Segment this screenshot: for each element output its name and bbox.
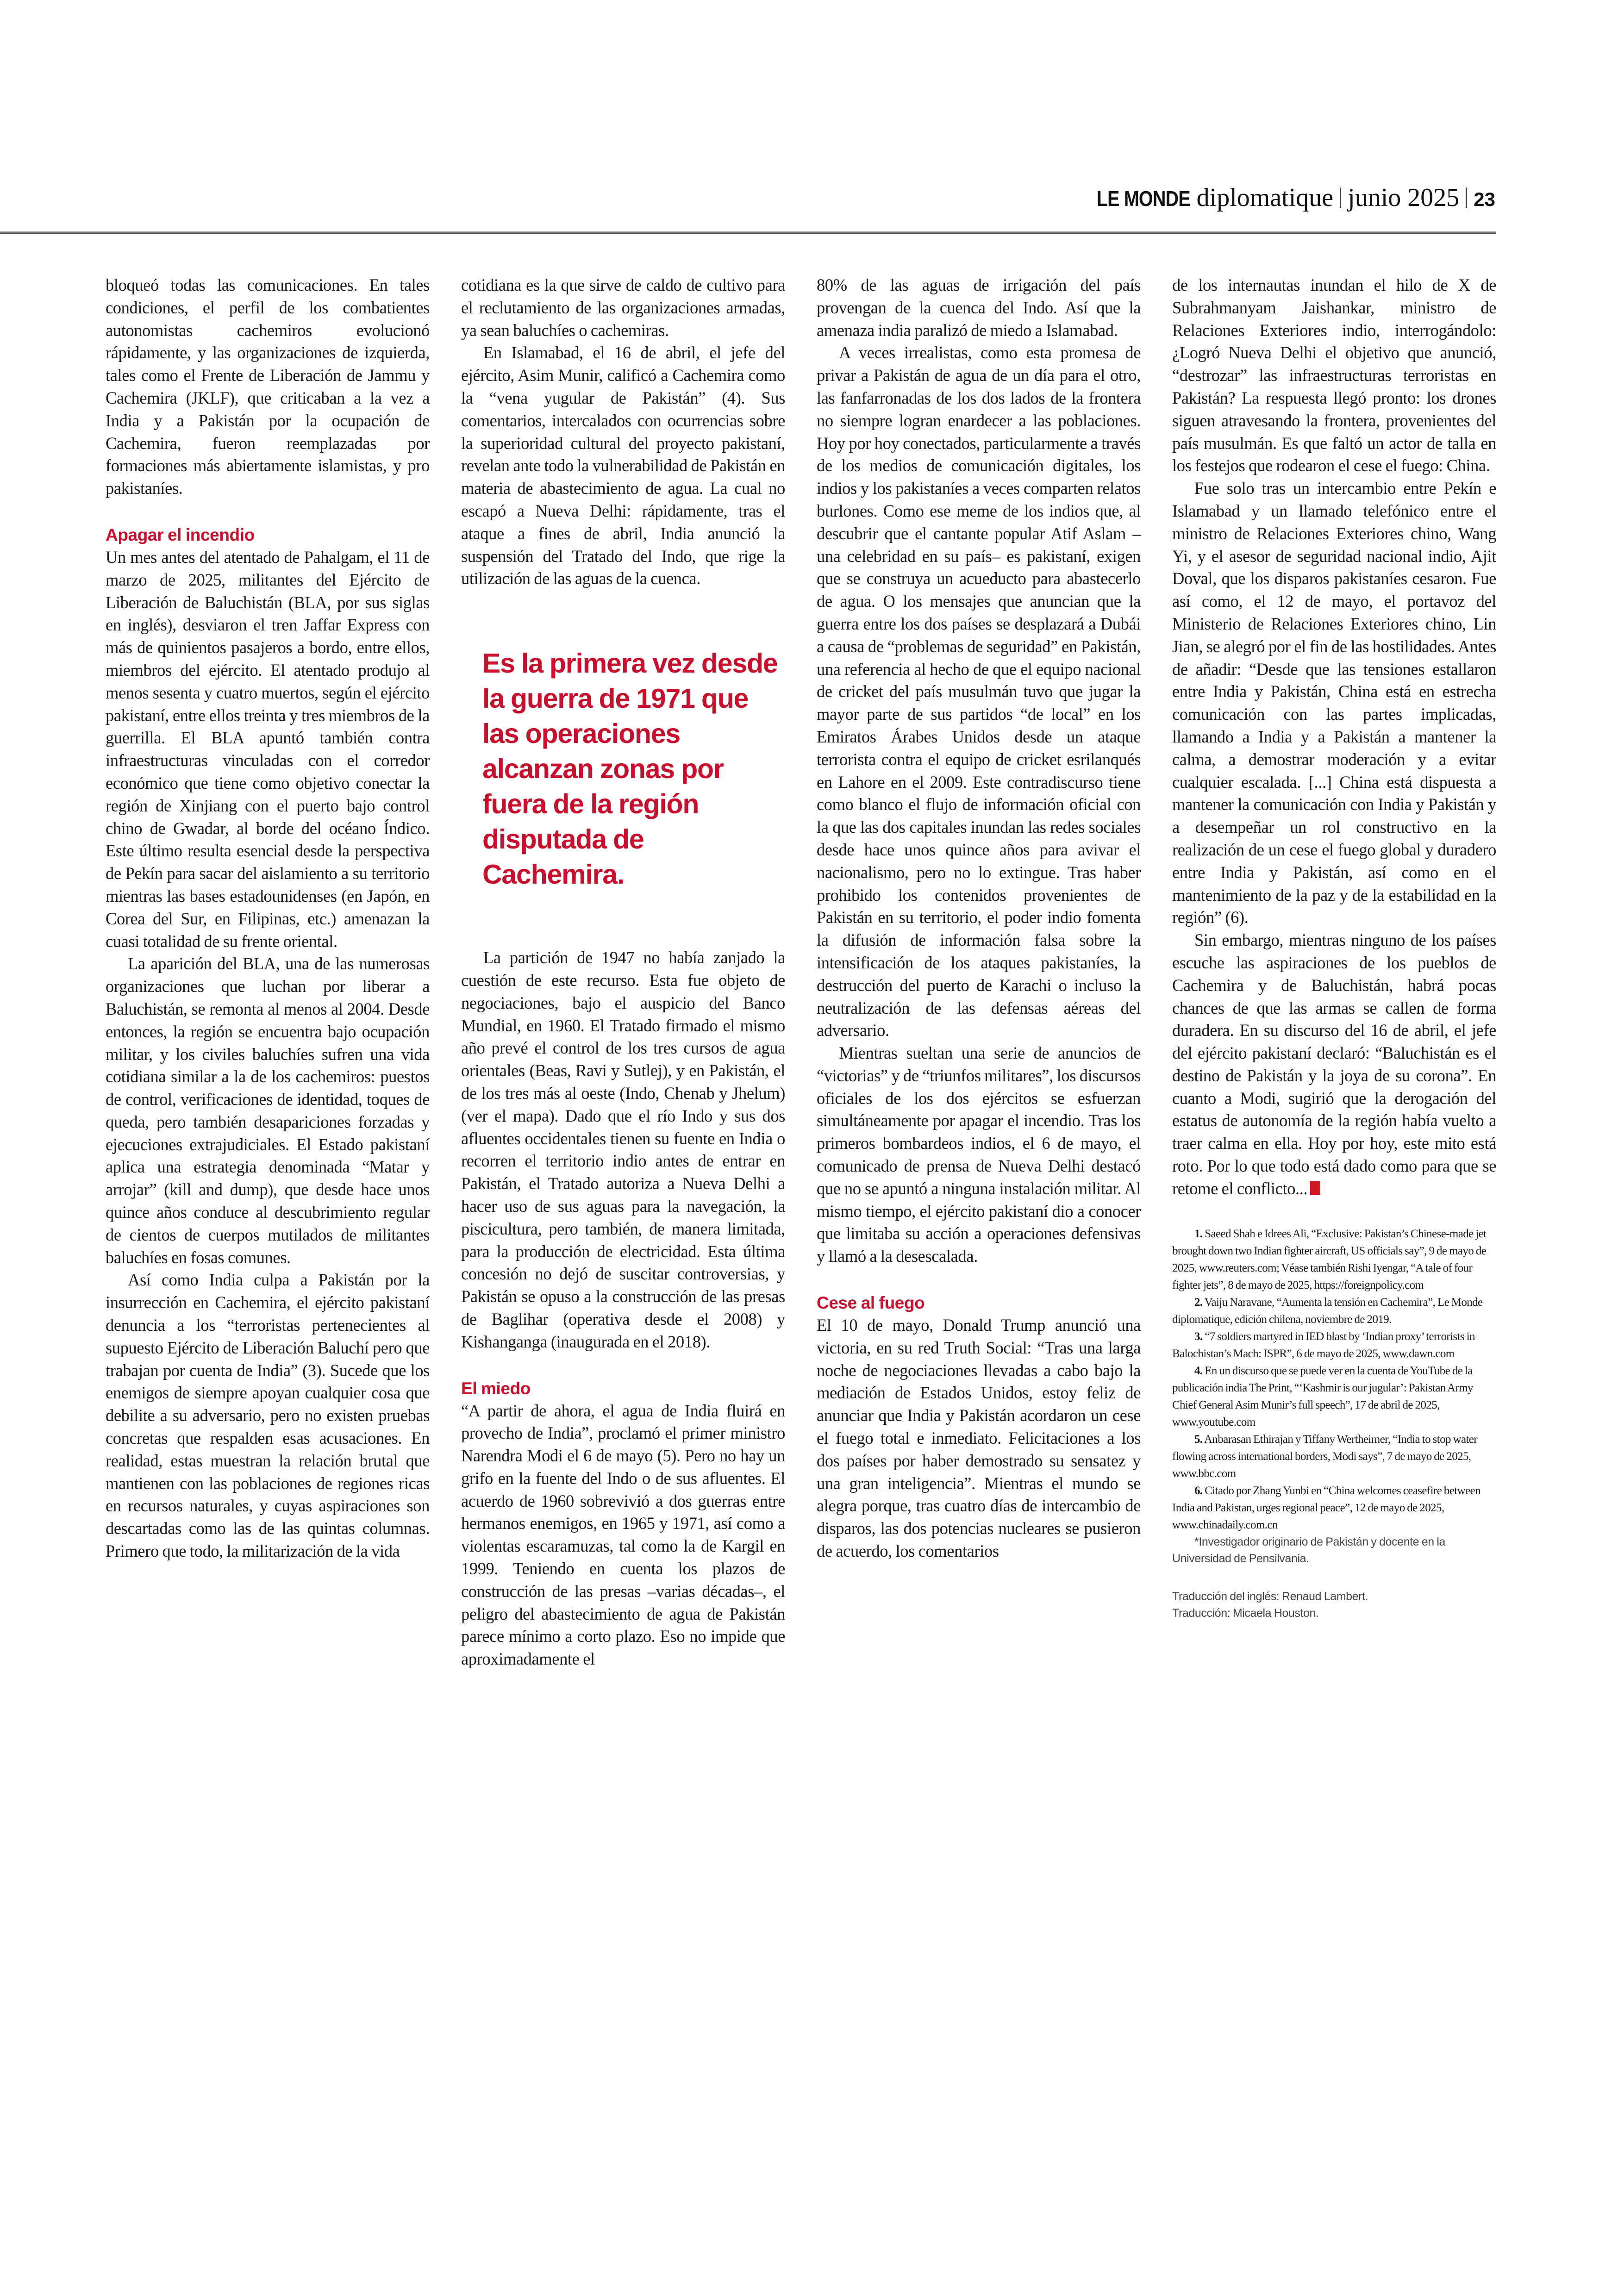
author-bio: *Investigador originario de Pakistán y docente en la Universidad de Pensilvania. <box>1172 1535 1446 1565</box>
footnote <box>1172 1362 1496 1431</box>
paragraph: de los internautas inundan el hilo de X de Subrahmanyam Jaishankar, ministro de Relaciones Exteriores indio, interrogándolo: ¿Logró Nueva Delhi el objetivo que anunció, “destrozar” las infraestructuras terroristas en Pakistán? La respuesta llegó pronto: los drones siguen atravesando la frontera, provenientes del país musulmán. Es que faltó un actor de talla en los festejos que rodearon el cese el fuego: China. <box>1172 275 1496 475</box>
footnote-number: 3. <box>1194 1330 1203 1343</box>
footnote-number: 4. <box>1194 1364 1203 1377</box>
masthead-publication: diplomatique <box>1196 183 1334 212</box>
column-3 <box>817 274 1141 2218</box>
translation-credits <box>1172 1588 1496 1621</box>
paragraph: Así como India culpa a Pakistán por la insurrección en Cachemira, el ejército pakistaní denuncia a los “terroristas pertenecientes al supuesto Ejército de Liberación Baluchí pero que trabajan por cuenta de India” (3). Sucede que los enemigos de siempre apoyan cualquier cosa que debilite a su adversario, pero no existen pruebas concretas que respalden esas acusaciones. En realidad, estas muestran la relación brutal que mantienen con las poblaciones de regiones ricas en recursos naturales, y cuyas aspiraciones son descartadas como las de las quintas columnas. Primero que todo, la militarización de la vida <box>106 1270 430 1561</box>
footnote <box>1172 1225 1496 1294</box>
masthead-separator <box>1466 187 1467 208</box>
paragraph: “A partir de ahora, el agua de India fluirá en provecho de India”, proclamó el primer ministro Narendra Modi el 6 de mayo (5). Pero no hay un grifo en la fuente del Indo o de sus afluentes. El acuerdo de 1960 sobrevivió a dos guerras entre hermanos enemigos, en 1965 y 1971, así como a violentas escaramuzas, tal como la de Kargil en 1999. Teniendo en cuenta los plazos de construcción de las presas –varias décadas–, el peligro del abastecimiento de agua de Pakistán parece mínimo a corto plazo. Eso no impide que aproximadamente el <box>461 1401 785 1669</box>
footnote-text: Vaiju Naravane, “Aumenta la tensión en Cachemira”, Le Monde diplomatique, edición chilena, noviembre de 2019. <box>1172 1296 1483 1326</box>
footnote-text: Anbarasan Ethirajan y Tiffany Wertheimer, “India to stop water flowing across international borders, Modi says”, 7 de mayo de 2025, www.bbc.com <box>1172 1433 1478 1480</box>
paragraph: Fue solo tras un intercambio entre Pekín e Islamabad y un llamado telefónico entre el ministro de Relaciones Exteriores chino, Wang Yi, y el asesor de seguridad nacional indio, Ajit Doval, que los disparos pakistaníes cesaron. Fue así como, el 12 de mayo, el portavoz del Ministerio de Relaciones Exteriores chino, Lin Jian, se alegró por el fin de las hostilidades. Antes de añadir: “Desde que las tensiones estallaron entre India y Pakistán, China está en estrecha comunicación con las partes implicadas, llamando a India y a Pakistán a mantener la calma, a demostrar moderación y a evitar cualquier escalada. [...] China está dispuesta a mantener la comunicación con India y Pakistán y a desempeñar un rol constructivo en la realización de un cese el fuego global y duradero entre India y Pakistán, así como en el mantenimiento de la paz y de la estabilidad en la región” (6). <box>1172 479 1496 927</box>
paragraph-text: Sin embargo, mientras ninguno de los países escuche las aspiraciones de los pueblos de Cachemira y de Baluchistán, habrá pocas chances de que las armas se callen de forma duradera. En su discurso del 16 de abril, el jefe del ejército pakistaní declaró: “Baluchistán es el destino de Pakistán y la joya de su corona”. En cuanto a Modi, sugirió que la derogación del estatus de autonomía de la región había vuelto a traer calma en ella. Hoy por hoy, este mito está roto. Por lo que todo está dado como para que se retome el conflicto... <box>1172 930 1496 1198</box>
end-of-article-square-icon <box>1310 1181 1320 1195</box>
footnote-number: 2. <box>1194 1296 1203 1309</box>
page-number: 23 <box>1474 188 1495 210</box>
footnote <box>1172 1482 1496 1534</box>
paragraph: El 10 de mayo, Donald Trump anunció una victoria, en su red Truth Social: “Tras una larga noche de negociaciones llevadas a cabo bajo la mediación de Estados Unidos, estoy feliz de anunciar que India y Pakistán acordaron un cese el fuego total e inmediato. Felicitaciones a los dos países por haber demostrado su sensatez y una gran inteligencia”. Mientras el mundo se alegra porque, tras cuatro días de intercambio de disparos, las dos potencias nucleares se pusieron de acuerdo, los comentarios <box>817 1316 1141 1561</box>
footnote-text: Citado por Zhang Yunbi en “China welcomes ceasefire between India and Pakistan, urges regional peace”, 12 de mayo de 2025, www.chinadaily.com.cn <box>1172 1484 1480 1531</box>
column-2 <box>461 274 785 2218</box>
masthead <box>1081 183 1495 212</box>
paragraph: La partición de 1947 no había zanjado la cuestión de este recurso. Esta fue objeto de negociaciones, bajo el auspicio del Banco Mundial, en 1960. El Tratado firmado el mismo año prevé el control de los tres cursos de agua orientales (Beas, Ravi y Sutlej), y en Pakistán, el de los tres más al oeste (Indo, Chenab y Jhelum) (ver el mapa). Dado que el río Indo y sus dos afluentes occidentales tienen su fuente en India o recorren el territorio indio antes de entrar en Pakistán, el Tratado autoriza a Nueva Delhi a hacer uso de sus aguas para la navegación, la piscicultura, pero también, de manera limitada, para la producción de electricidad. Esta última concesión no dejó de suscitar controversias, y Pakistán se opuso a la construcción de las presas de Baglihar (operativa desde el 2008) y Kishanganga (inaugurada en el 2018). <box>461 948 785 1351</box>
footnote-number: 6. <box>1194 1484 1203 1497</box>
credit-line: Traducción del inglés: Renaud Lambert. <box>1172 1590 1368 1603</box>
footnote <box>1172 1294 1496 1328</box>
pull-quote: Es la primera vez desde la guerra de 1971 que las operaciones alcanzan zonas por fuera de la región disputada de Cachemira. <box>482 648 778 890</box>
footnote <box>1172 1328 1496 1362</box>
footnote-text: “7 soldiers martyred in IED blast by ‘Indian proxy’ terrorists in Balochistan’s Mach: ISPR”, 6 de mayo de 2025, www.dawn.com <box>1172 1330 1475 1360</box>
footnote-text: Saeed Shah e Idrees Ali, “Exclusive: Pakistan’s Chinese-made jet brought down two Indian fighter aircraft, US officials say”, 9 de mayo de 2025, www.reuters.com; Véase también Rishi Iyengar, “A tale of four fighter jets”, 8 de mayo de 2025, https://foreignpolicy.com <box>1172 1227 1487 1291</box>
final-paragraph <box>1172 929 1496 1200</box>
paragraph: Un mes antes del atentado de Pahalgam, el 11 de marzo de 2025, militantes del Ejército de Liberación de Baluchistán (BLA, por sus siglas en inglés), desviaron el tren Jaffar Express con más de quinientos pasajeros a bordo, entre ellos, miembros del ejército. El atentado produjo al menos sesenta y cuatro muertos, según el ejército pakistaní, entre ellos treinta y tres miembros de la guerrilla. El BLA apuntó también contra infraestructuras vinculadas con el corredor económico que tiene como objetivo conectar la región de Xinjiang con el puerto bajo control chino de Gwadar, al borde del océano Índico. Este último resulta esencial desde la perspectiva de Pekín para sacar del aislamiento a su territorio mientras las bases estadounidenses (en Japón, en Corea del Sur, en Filipinas, etc.) amenazan la cuasi totalidad de su frente oriental. <box>106 547 430 951</box>
subheading-cese-al-fuego: Cese al fuego <box>817 1293 925 1313</box>
paragraph: La aparición del BLA, una de las numerosas organizaciones que luchan por liberar a Baluchistán, se remonta al menos al 2004. Desde entonces, la región se encuentra bajo ocupación militar, y los civiles baluchíes sufren una vida cotidiana similar a la de los cachemiros: puestos de control, verificaciones de identidad, toques de queda, pero también desapariciones forzadas y ejecuciones extrajudiciales. El Estado pakistaní aplica una estrategia denominada “Matar y arrojar” (kill and dump), que desde hace unos quince años conduce al descubrimiento regular de cientos de cuerpos mutilados de militantes baluchíes en fosas comunes. <box>106 954 430 1267</box>
masthead-separator <box>1340 187 1341 208</box>
credit-line: Traducción: Micaela Houston. <box>1172 1606 1319 1620</box>
footnote-number: 1. <box>1194 1227 1203 1240</box>
masthead-issue: junio 2025 <box>1348 183 1460 212</box>
masthead-brand: LE MONDE <box>1096 187 1190 211</box>
column-4 <box>1172 274 1496 2218</box>
paragraph: bloqueó todas las comunicaciones. En tales condiciones, el perfil de los combatientes autonomistas cachemiros evolucionó rápidamente, y las organizaciones de izquierda, tales como el Frente de Liberación de Jammu y Cachemira (JKLF), que criticaban a la vez a India y a Pakistán por la ocupación de Cachemira, fueron reemplazadas por formaciones más abiertamente islamistas, y pro pakistaníes. <box>106 275 430 498</box>
article-body <box>106 274 1496 2218</box>
header-rule <box>0 231 1496 234</box>
subheading-el-miedo: El miedo <box>461 1378 531 1398</box>
paragraph: En Islamabad, el 16 de abril, el jefe del ejército, Asim Munir, calificó a Cachemira como la “vena yugular de Pakistán” (4). Sus comentarios, intercalados con ocurrencias sobre la superioridad cultural del proyecto pakistaní, revelan ante todo la vulnerabilidad de Pakistán en materia de abastecimiento de agua. La cual no escapó a Nueva Delhi: rápidamente, tras el ataque a fines de abril, India anunció la suspensión del Tratado del Indo, que rige la utilización de las aguas de la cuenca. <box>461 343 785 588</box>
paragraph: 80% de las aguas de irrigación del país provengan de la cuenca del Indo. Así que la amenaza india paralizó de miedo a Islamabad. <box>817 275 1141 340</box>
subheading-apagar-el-incendio: Apagar el incendio <box>106 525 255 544</box>
paragraph: cotidiana es la que sirve de caldo de cultivo para el reclutamiento de las organizaciones armadas, ya sean baluchíes o cachemiras. <box>461 275 785 340</box>
footnote <box>1172 1431 1496 1482</box>
paragraph: A veces irrealistas, como esta promesa de privar a Pakistán de agua de un día para el otro, las fanfarronadas de los dos lados de la frontera no siempre logran enardecer a las poblaciones. Hoy por hoy conectados, particularmente a través de los medios de comunicación digitales, los indios y los pakistaníes a veces comparten relatos burlones. Como ese meme de los indios que, al descubrir que el cantante popular Atif Aslam –una celebridad en su país– es pakistaní, exigen que se construya un acueducto para abastecerlo de agua. O los mensajes que anuncian que la guerra entre los dos países se desplazará a Dubái a causa de “problemas de seguridad” en Pakistán, una referencia al hecho de que el equipo nacional de cricket del país musulmán tuvo que jugar la mayor parte de sus partidos “de local” en los Emiratos Árabes Unidos desde un ataque terrorista contra el equipo de cricket esrilanqués en Lahore en el 2009. Este contradiscurso tiene como blanco el flujo de información oficial con la que las dos capitales inundan las redes sociales desde hace unos quince años para avivar el nacionalismo, pero no lo extingue. Tras haber prohibido los contenidos provenientes de Pakistán en su territorio, el poder indio fomenta la difusión de información falsa sobre la intensificación de los ataques pakistaníes, la destrucción del puerto de Karachi o incluso la neutralización de las defensas aéreas del adversario. <box>817 343 1141 1040</box>
paragraph: Mientras sueltan una serie de anuncios de “victorias” y de “triunfos militares”, los discursos oficiales de los dos ejércitos se esfuerzan simultáneamente por apagar el incendio. Tras los primeros bombardeos indios, el 6 de mayo, el comunicado de prensa de Nueva Delhi destacó que no se apuntó a ninguna instalación militar. Al mismo tiempo, el ejército pakistaní dio a conocer que limitaba su acción a operaciones defensivas y llamó a la desescalada. <box>817 1043 1141 1266</box>
footnotes <box>1172 1225 1496 1534</box>
footnote-text: En un discurso que se puede ver en la cuenta de YouTube de la publicación india The Print, “‘Kashmir is our jugular’: Pakistan Army Chief General Asim Munir’s full speech”, 17 de abril de 2025, www.youtube.com <box>1172 1364 1473 1428</box>
column-1 <box>106 274 430 2218</box>
footnote-number: 5. <box>1194 1433 1203 1446</box>
